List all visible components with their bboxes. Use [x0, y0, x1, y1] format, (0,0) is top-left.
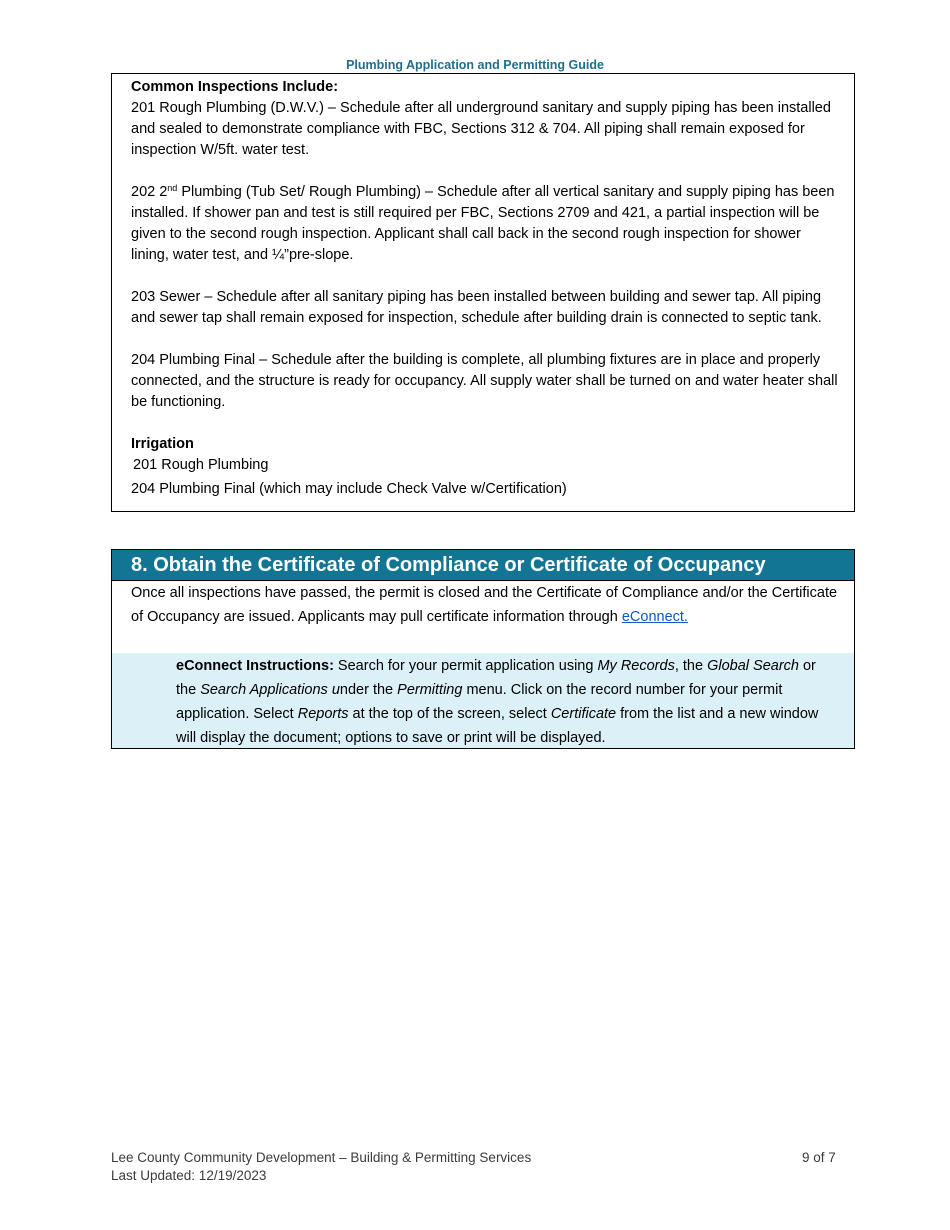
global-search-term: Global Search	[707, 658, 799, 674]
inspections-box	[111, 73, 855, 512]
inspection-202	[131, 182, 841, 266]
section-8-title: 8. Obtain the Certificate of Compliance or Certificate of Occupancy	[112, 550, 854, 581]
instructions-label: eConnect Instructions:	[176, 658, 334, 674]
inspection-203: 203 Sewer – Schedule after all sanitary piping has been installed between building and sewer tap. All piping and sewer tap shall remain exposed for inspection, schedule after building drain is connected to septic tank.	[131, 289, 822, 326]
section-8-body	[131, 581, 846, 629]
footer-last-updated: Last Updated: 12/19/2023	[111, 1168, 267, 1183]
instructions-text-5: menu. Click on the record number for your permit application. Select	[176, 682, 783, 722]
inspection-202-prefix: 202 2	[131, 184, 168, 200]
instructions-text-1: Search for your permit application using	[333, 658, 598, 674]
irrigation-item-204: 204 Plumbing Final (which may include Check Valve w/Certification)	[131, 481, 567, 497]
search-applications-term: Search Applications u	[200, 682, 340, 698]
instructions-text-6: at the top of the screen, select	[348, 706, 551, 722]
footer-organization: Lee County Community Development – Building & Permitting Services	[111, 1150, 532, 1165]
inspections-content	[131, 77, 841, 500]
inspection-202-text: Plumbing (Tub Set/ Rough Plumbing) – Schedule after all vertical sanitary and supply piping has been installed. If shower pan and test is still required per FBC, Sections 2709 and 421, a partial inspection will be given to the second rough inspection. Applicant shall call back in the second rough inspection for shower lining, water test, and ¼”pre-slope.	[131, 184, 835, 263]
inspections-heading: Common Inspections Include:	[131, 79, 339, 95]
econnect-link[interactable]: eConnect.	[621, 609, 688, 625]
certificate-section	[111, 549, 855, 749]
inspection-202-superscript: nd	[167, 183, 178, 193]
certificate-term: Certificate	[550, 706, 617, 722]
instructions-text-4: nder the	[339, 682, 398, 698]
document-header-title: Plumbing Application and Permitting Guide	[346, 58, 604, 72]
footer-info	[111, 1149, 531, 1185]
econnect-instructions	[112, 653, 854, 748]
irrigation-item-201: 201 Rough Plumbing	[133, 457, 269, 473]
my-records-term: My Records	[597, 658, 675, 674]
econnect-instructions-text	[176, 654, 840, 750]
section-8-paragraph	[131, 581, 846, 629]
instructions-text-3: or the	[176, 658, 816, 698]
instructions-text-7: from the list and a new window will display the document; options to save or print will be displayed.	[176, 706, 819, 746]
instructions-text-2: , the	[674, 658, 708, 674]
inspection-204: 204 Plumbing Final – Schedule after the building is complete, all plumbing fixtures are in place and properly connected, and the structure is ready for occupancy. All supply water shall be turned on and water heater shall be functioning.	[131, 352, 838, 410]
inspection-201: 201 Rough Plumbing (D.W.V.) – Schedule after all underground sanitary and supply piping has been installed and sealed to demonstrate compliance with FBC, Sections 312 & 704. All piping shall remain exposed for inspection W/5ft. water test.	[131, 100, 831, 158]
reports-term: Reports	[297, 706, 349, 722]
section-8-text: Once all inspections have passed, the permit is closed and the Certificate of Compliance and/or the Certificate of Occupancy are issued. Applicants may pull certificate information through	[131, 585, 838, 625]
irrigation-heading: Irrigation	[131, 436, 194, 452]
page-number: 9 of 7	[802, 1150, 836, 1165]
permitting-term: Permitting	[397, 682, 463, 698]
